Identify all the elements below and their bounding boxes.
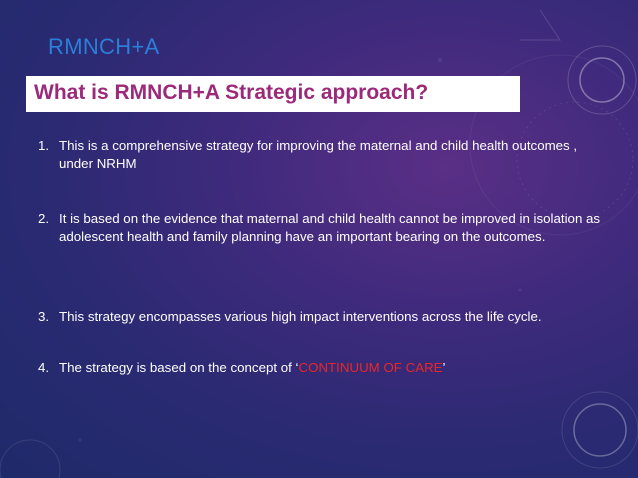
item-text: It is based on the evidence that maternal and child health cannot be improved in isolation as adolescent health and family planning have an important bearing on the outcomes. xyxy=(59,211,601,244)
item-text xyxy=(59,359,604,377)
item-text: This strategy encompasses various high impact interventions across the life cycle. xyxy=(59,309,542,324)
item-text-after: ’ xyxy=(442,360,446,375)
item-text-before: The strategy is based on the concept of ‘ xyxy=(59,360,299,375)
item-text: This is a comprehensive strategy for improving the maternal and child health outcomes , under NRHM xyxy=(59,138,578,171)
item-number: 4. xyxy=(38,360,50,375)
continuum-of-care-highlight: CONTINUUM OF CARE xyxy=(298,360,443,375)
slide-title: RMNCH+A xyxy=(48,34,160,59)
item-number: 3. xyxy=(38,309,50,324)
subtitle-box xyxy=(26,76,520,112)
subtitle-text: What is RMNCH+A Strategic approach? xyxy=(34,81,429,104)
item-number: 2. xyxy=(38,211,50,226)
item-number: 1. xyxy=(38,138,50,153)
